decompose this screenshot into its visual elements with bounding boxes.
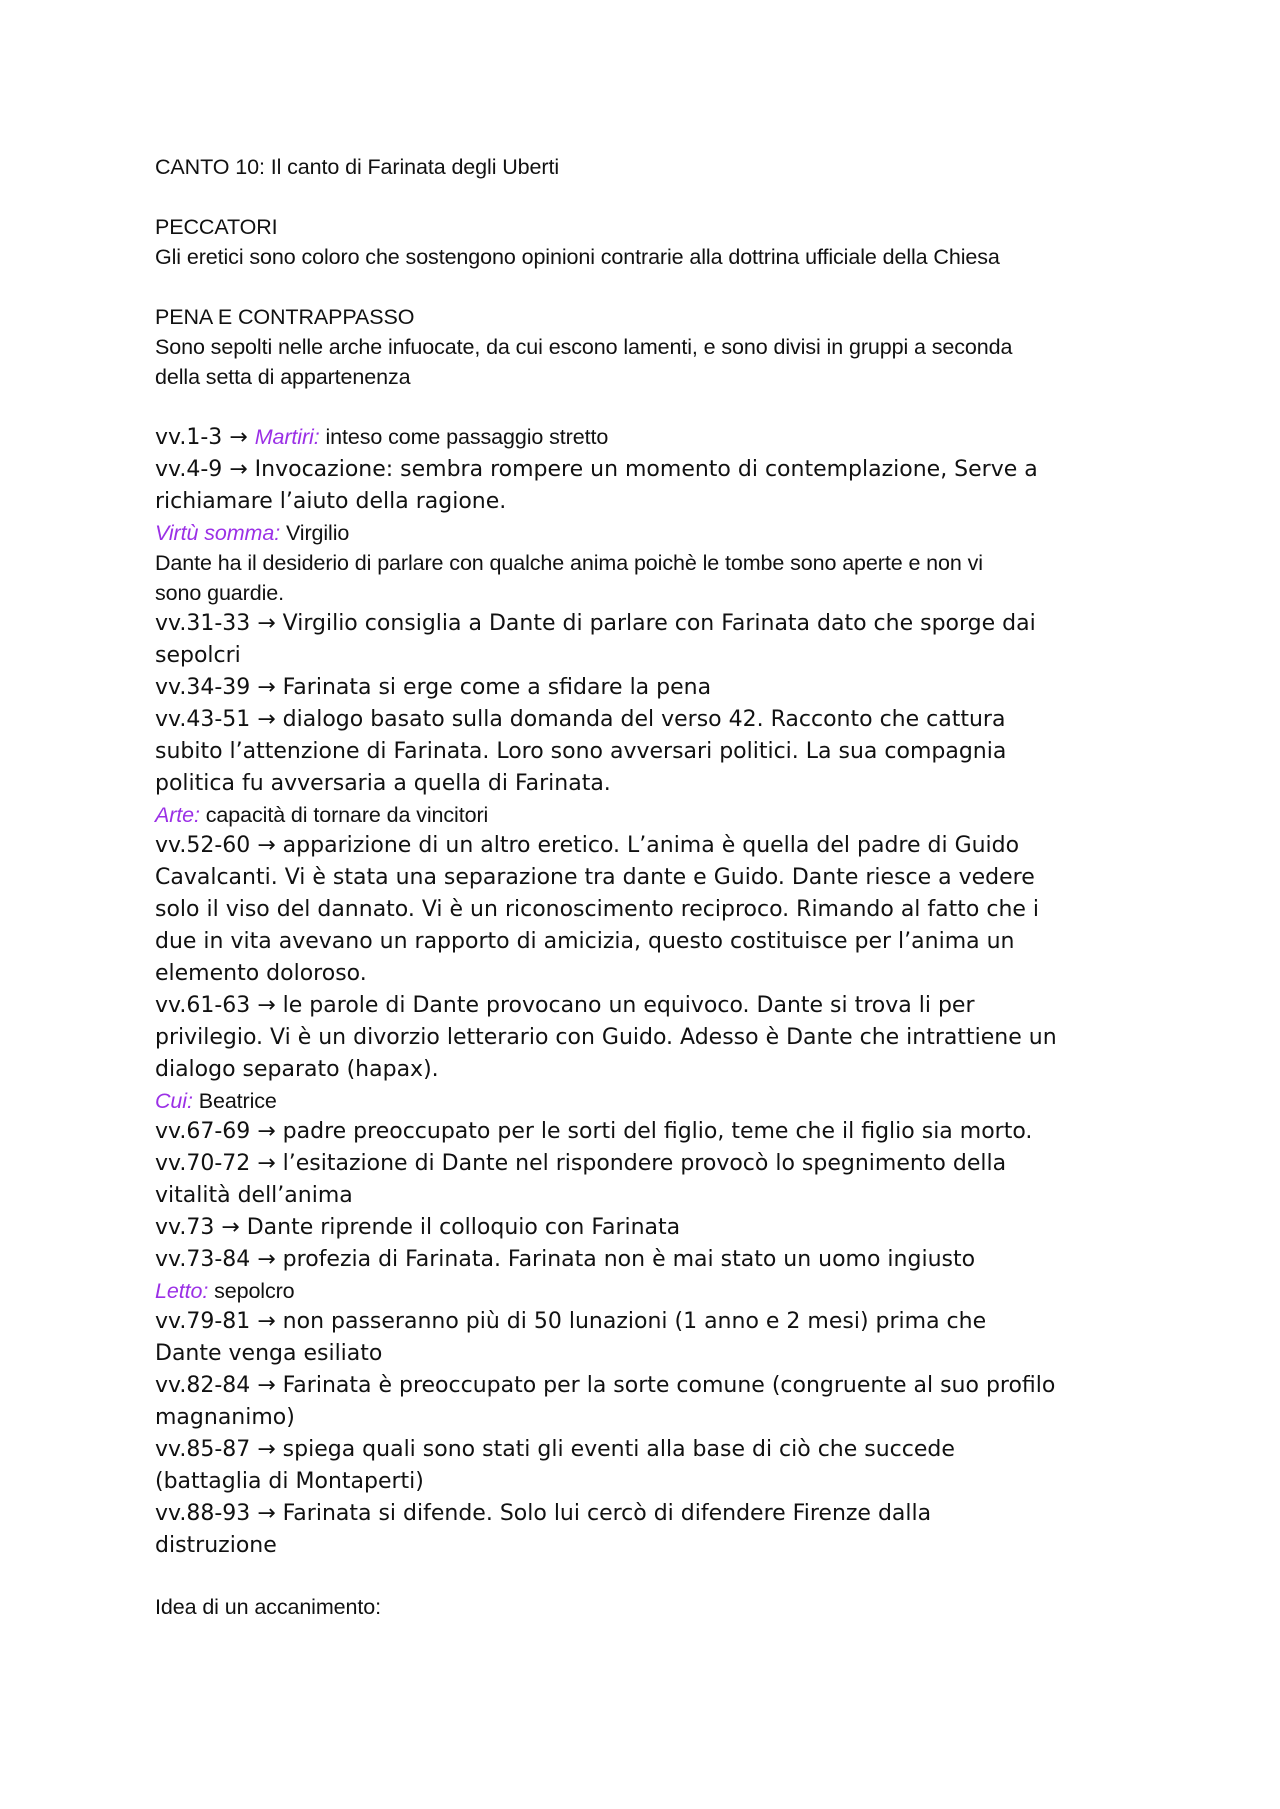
note-vv4-9: richiamare l’aiuto della ragione. [155, 489, 507, 514]
note-vv43-51: vv.43-51 → dialogo basato sulla domanda del verso 42. Racconto che cattura [155, 707, 1006, 732]
note-vv31-33: sepolcri [155, 643, 241, 668]
note-vv82-84: vv.82-84 → Farinata è preoccupato per la sorte comune (congruente al suo profilo [155, 1373, 1056, 1398]
note-vv67-69: vv.67-69 → padre preoccupato per le sorti del figlio, teme che il figlio sia morto. [155, 1119, 1033, 1144]
note-vv88-93: vv.88-93 → Farinata si difende. Solo lui cercò di difendere Firenze dalla [155, 1501, 932, 1526]
term-label: Cui [155, 1089, 187, 1113]
note-vv79-81: vv.79-81 → non passeranno più di 50 lunazioni (1 anno e 2 mesi) prima che [155, 1309, 987, 1334]
note-vv70-72: vv.70-72 → l’esitazione di Dante nel rispondere provocò lo spegnimento della [155, 1151, 1007, 1176]
term-letto [155, 1276, 1155, 1306]
note-vv85-87: vv.85-87 → spiega quali sono stati gli eventi alla base di ciò che succede [155, 1437, 955, 1462]
term-separator: : [274, 521, 286, 545]
term-separator: : [202, 1279, 215, 1303]
term-martiri: Martiri [254, 425, 314, 449]
pena-heading: PENA E CONTRAPPASSO [155, 305, 415, 329]
note-vv88-93: distruzione [155, 1533, 277, 1558]
term-definition: sepolcro [214, 1279, 295, 1303]
closing-text: Idea di un accanimento: [155, 1595, 381, 1619]
note-vv4-9: vv.4-9 → Invocazione: sembra rompere un momento di contemplazione, Serve a [155, 457, 1038, 482]
note-vv52-60: elemento doloroso. [155, 961, 367, 986]
term-definition: Virgilio [285, 521, 350, 545]
note-vv79-81: Dante venga esiliato [155, 1341, 383, 1366]
term-label: Arte [155, 803, 195, 827]
note-vv52-60: due in vita avevano un rapporto di amicizia, questo costituisce per l’anima un [155, 929, 1015, 954]
term-definition: inteso come passaggio stretto [325, 425, 609, 449]
note-vv52-60: Cavalcanti. Vi è stata una separazione tra dante e Guido. Dante riesce a vedere [155, 865, 1035, 890]
note-vv52-60: solo il viso del dannato. Vi è un riconoscimento reciproco. Rimando al fatto che i [155, 897, 1040, 922]
document-title: CANTO 10: Il canto di Farinata degli Uberti [155, 155, 559, 179]
note-vv73: vv.73 → Dante riprende il colloquio con Farinata [155, 1215, 681, 1240]
note-vv1-3 [155, 422, 1155, 454]
note-vv61-63: privilegio. Vi è un divorzio letterario con Guido. Adesso è Dante che intrattiene un [155, 1025, 1057, 1050]
note-vv70-72: vitalità dell’anima [155, 1183, 353, 1208]
note-vv34-39: vv.34-39 → Farinata si erge come a sfidare la pena [155, 675, 712, 700]
term-label: Virtù somma [155, 521, 275, 545]
note-vv43-51: politica fu avversaria a quella di Farinata. [155, 771, 611, 796]
note-vv85-87: (battaglia di Montaperti) [155, 1469, 424, 1494]
note-vv82-84: magnanimo) [155, 1405, 295, 1430]
note-dante-desiderio: sono guardie. [155, 581, 284, 605]
term-definition: capacità di tornare da vincitori [205, 803, 489, 827]
note-vv43-51: subito l’attenzione di Farinata. Loro sono avversari politici. La sua compagnia [155, 739, 1007, 764]
term-separator: : [186, 1089, 199, 1113]
pena-text-line: della setta di appartenenza [155, 365, 411, 389]
note-dante-desiderio: Dante ha il desiderio di parlare con qualche anima poichè le tombe sono aperte e non vi [155, 551, 983, 575]
document-page [155, 152, 1155, 1622]
note-vv73-84: vv.73-84 → profezia di Farinata. Farinata non è mai stato un uomo ingiusto [155, 1247, 976, 1272]
term-label: Letto [155, 1279, 203, 1303]
note-vv61-63: dialogo separato (hapax). [155, 1057, 439, 1082]
peccatori-text: Gli eretici sono coloro che sostengono opinioni contrarie alla dottrina ufficiale della Chiesa [155, 245, 1000, 269]
term-separator: : [194, 803, 206, 827]
pena-text-line: Sono sepolti nelle arche infuocate, da cui escono lamenti, e sono divisi in gruppi a seconda [155, 335, 1013, 359]
term-cui [155, 1086, 1155, 1116]
term-arte [155, 800, 1155, 830]
note-vv52-60: vv.52-60 → apparizione di un altro eretico. L’anima è quella del padre di Guido [155, 833, 1020, 858]
term-separator: : [313, 425, 326, 449]
term-virtu-somma [155, 518, 1155, 548]
peccatori-heading: PECCATORI [155, 215, 278, 239]
term-definition: Beatrice [198, 1089, 277, 1113]
verse-ref: vv.1-3 → [155, 425, 255, 450]
note-vv61-63: vv.61-63 → le parole di Dante provocano un equivoco. Dante si trova li per [155, 993, 975, 1018]
note-vv31-33: vv.31-33 → Virgilio consiglia a Dante di parlare con Farinata dato che sporge dai [155, 611, 1036, 636]
